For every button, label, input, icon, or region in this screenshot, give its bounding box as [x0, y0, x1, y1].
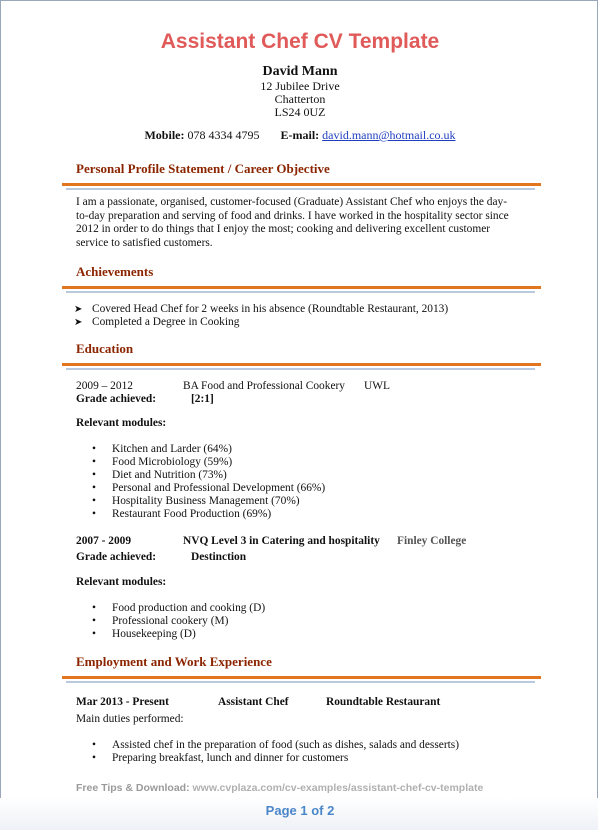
- edu2-institution: Finley College: [397, 535, 467, 547]
- mobile-label: Mobile:: [144, 128, 185, 142]
- address-line-2: Chatterton: [274, 92, 326, 106]
- list-item: • Food Microbiology (59%): [92, 456, 233, 468]
- edu1-institution: UWL: [364, 380, 390, 392]
- list-item: • Restaurant Food Production (69%): [92, 508, 272, 520]
- email-link[interactable]: david.mann@hotmail.co.uk: [322, 128, 456, 142]
- section-rule-shadow: [66, 368, 535, 370]
- section-rule: [62, 363, 541, 366]
- list-item: ➤ Covered Head Chef for 2 weeks in his absence (Roundtable Restaurant, 2013): [74, 303, 449, 315]
- section-rule-shadow: [66, 291, 535, 293]
- edu2-qualification: NVQ Level 3 in Catering and hospitality: [183, 535, 380, 547]
- bullet-icon: •: [92, 495, 96, 507]
- edu1-grade: [2:1]: [191, 393, 214, 405]
- section-rule: [62, 286, 541, 289]
- edu2-dates: 2007 - 2009: [76, 535, 132, 547]
- bullet-icon: •: [92, 508, 96, 520]
- contact-line: [0, 128, 600, 143]
- duties-list: [92, 739, 459, 765]
- page-indicator: Page 1 of 2: [265, 803, 335, 818]
- bullet-icon: •: [92, 443, 96, 455]
- edu1-modules-label: Relevant modules:: [76, 417, 167, 429]
- edu2-grade-label: Grade achieved:: [76, 551, 157, 563]
- bullet-icon: •: [92, 628, 96, 640]
- education-heading: Education: [76, 341, 134, 356]
- edu1-modules-list: [92, 443, 325, 521]
- profile-statement: [76, 196, 531, 250]
- bullet-icon: •: [92, 469, 96, 481]
- address-line-3: LS24 0UZ: [274, 105, 326, 119]
- section-rule: [62, 183, 541, 186]
- list-item: • Kitchen and Larder (64%): [92, 443, 232, 455]
- address-line-1: 12 Jubilee Drive: [260, 79, 340, 93]
- list-item: • Hospitality Business Management (70%): [92, 495, 300, 507]
- footer-url[interactable]: www.cvplaza.com/cv-examples/assistant-chef-cv-template: [192, 782, 484, 794]
- section-rule-shadow: [66, 188, 535, 190]
- list-item: • Housekeeping (D): [92, 628, 196, 640]
- achievements-heading: Achievements: [76, 264, 154, 279]
- profile-line: to-day preparation and serving of food and drinks. I have worked in the hospitality sector since: [76, 209, 509, 222]
- list-item: • Preparing breakfast, lunch and dinner for customers: [92, 752, 349, 764]
- duties-label: Main duties performed:: [76, 713, 184, 725]
- edu1-grade-label: Grade achieved:: [76, 393, 157, 405]
- bullet-icon: •: [92, 615, 96, 627]
- bullet-icon: •: [92, 752, 96, 764]
- edu1-dates: 2009 – 2012: [76, 380, 133, 392]
- mobile-number: 078 4334 4795: [187, 128, 260, 142]
- edu2-modules-list: [92, 602, 265, 641]
- list-item: • Assisted chef in the preparation of food (such as dishes, salads and desserts): [92, 739, 460, 751]
- achievements-list: [74, 303, 448, 329]
- edu1-qualification: BA Food and Professional Cookery: [183, 380, 345, 392]
- section-rule: [62, 676, 541, 679]
- bullet-icon: •: [92, 602, 96, 614]
- profile-line: service to satisfied customers.: [76, 236, 213, 249]
- list-item: ➤ Completed a Degree in Cooking: [74, 316, 240, 328]
- job-role: Assistant Chef: [218, 696, 289, 708]
- list-item: • Food production and cooking (D): [92, 602, 266, 614]
- candidate-name: David Mann: [262, 64, 338, 79]
- profile-line: I am a passionate, organised, customer-focused (Graduate) Assistant Chef who enjoys the day-: [76, 196, 508, 208]
- arrow-bullet-icon: ➤: [74, 317, 83, 328]
- list-item: • Professional cookery (M): [92, 615, 229, 627]
- profile-line: 2012 in order to do things that I enjoy the most; cooking and delivering excellent customer: [76, 223, 491, 235]
- footer-tips: [76, 782, 483, 794]
- list-item: • Diet and Nutrition (73%): [92, 469, 227, 481]
- job-employer: Roundtable Restaurant: [326, 696, 441, 708]
- employment-heading: Employment and Work Experience: [76, 654, 272, 669]
- edu2-modules-label: Relevant modules:: [76, 576, 167, 588]
- footer-label: Free Tips & Download:: [76, 782, 190, 794]
- email-label: E-mail:: [280, 128, 320, 142]
- section-rule-shadow: [66, 681, 535, 683]
- profile-heading: Personal Profile Statement / Career Objective: [76, 161, 330, 176]
- list-item: • Personal and Professional Development (66%): [92, 482, 326, 494]
- edu2-grade: Destinction: [191, 551, 247, 563]
- bullet-icon: •: [92, 456, 96, 468]
- job-dates: Mar 2013 - Present: [76, 696, 169, 708]
- arrow-bullet-icon: ➤: [74, 304, 83, 315]
- bullet-icon: •: [92, 482, 96, 494]
- document-title: Assistant Chef CV Template: [160, 30, 440, 53]
- bullet-icon: •: [92, 739, 96, 751]
